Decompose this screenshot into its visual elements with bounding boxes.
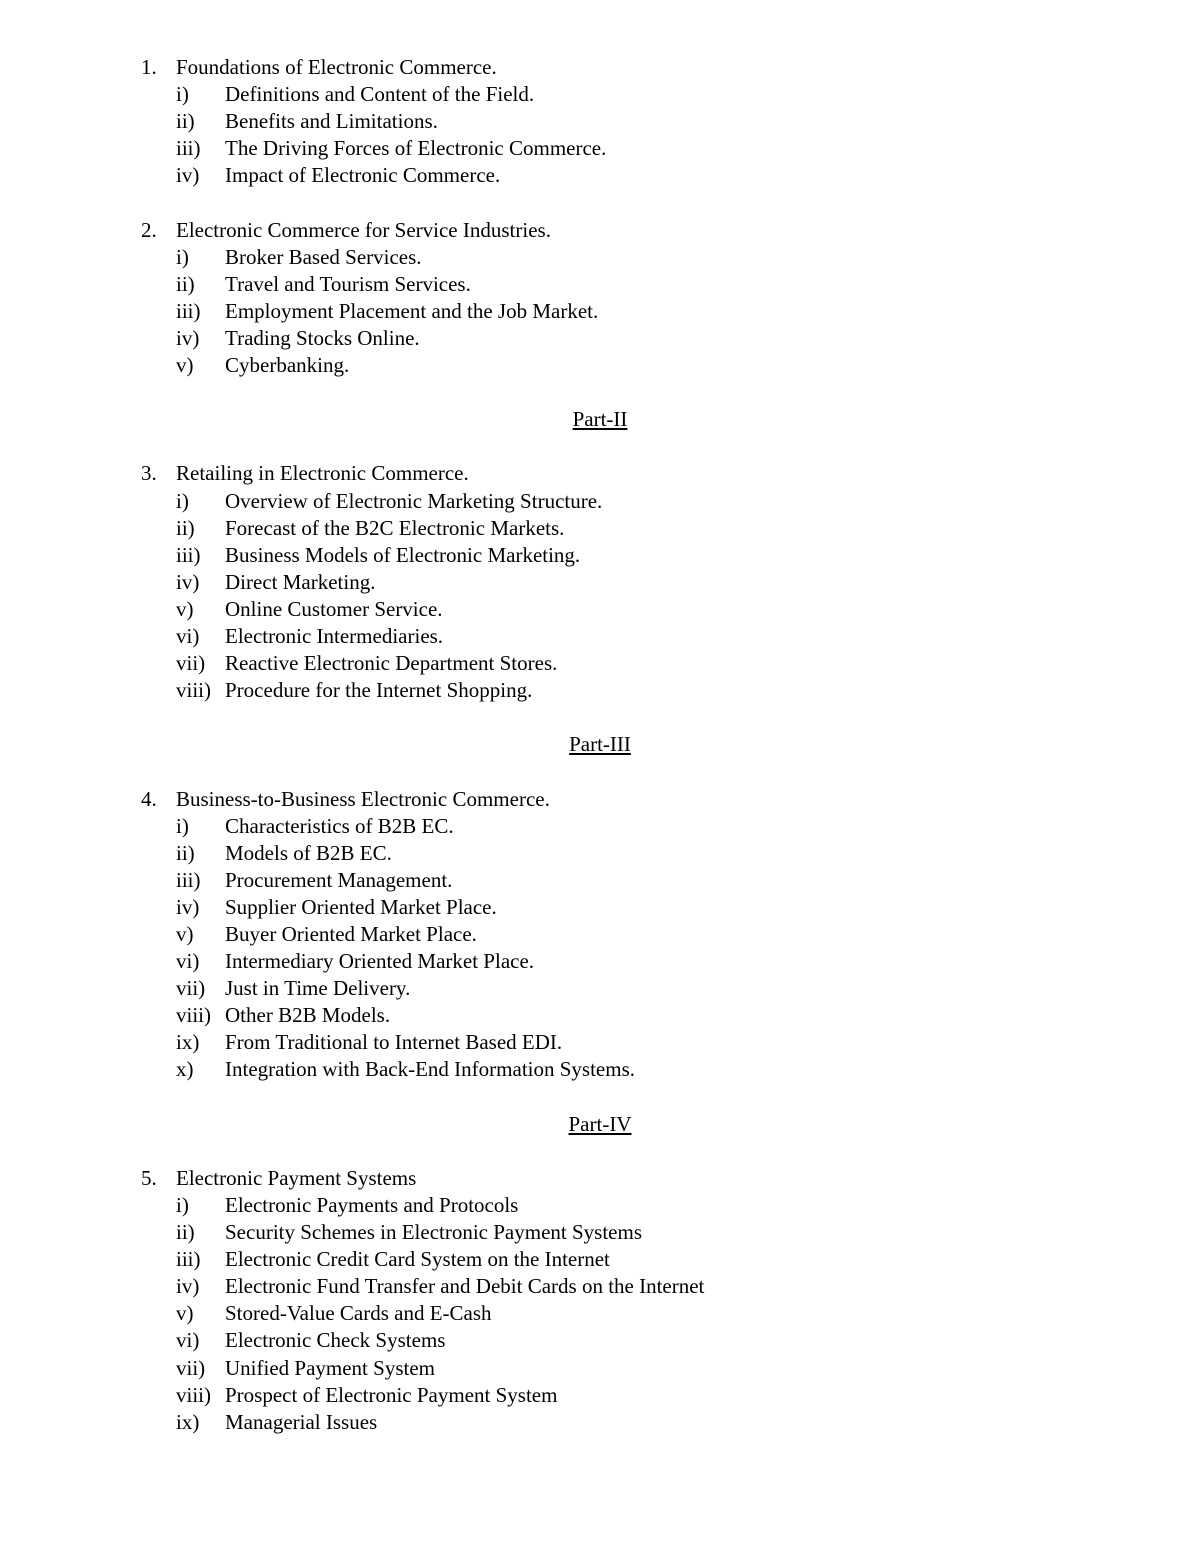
list-item (141, 623, 1101, 650)
item-numeral: vi) (176, 623, 200, 648)
item-text: Other B2B Models. (225, 1003, 391, 1028)
topic-list (141, 81, 1101, 189)
topic-list (141, 813, 1101, 1084)
item-numeral: vii) (176, 976, 206, 1001)
list-item (141, 596, 1101, 623)
item-text: Unified Payment System (225, 1355, 435, 1380)
list-item (141, 271, 1101, 298)
list-item (141, 650, 1101, 677)
section-3 (141, 460, 1101, 704)
section-1 (141, 54, 1101, 189)
item-text: Electronic Check Systems (225, 1328, 446, 1353)
part-heading: Part-IV (568, 1111, 632, 1136)
section-heading (141, 786, 1101, 813)
item-text: Definitions and Content of the Field. (225, 82, 535, 107)
item-text: Cyberbanking. (225, 353, 350, 378)
item-numeral: iii) (176, 298, 201, 323)
item-numeral: vi) (176, 949, 200, 974)
item-text: Integration with Back-End Information Systems. (225, 1057, 636, 1082)
item-numeral: iii) (176, 867, 201, 892)
item-numeral: vii) (176, 651, 206, 676)
part-heading: Part-II (572, 407, 628, 432)
spacer (141, 1084, 1101, 1111)
item-text: Broker Based Services. (225, 244, 422, 269)
item-numeral: iv) (176, 325, 200, 350)
item-numeral: iv) (176, 163, 200, 188)
topic-list (141, 244, 1101, 379)
list-item (141, 813, 1101, 840)
item-numeral: ii) (176, 840, 195, 865)
list-item (141, 1355, 1101, 1382)
syllabus-content (141, 54, 1101, 1436)
item-numeral: v) (176, 353, 194, 378)
section-title: Foundations of Electronic Commerce. (176, 55, 497, 79)
item-numeral: iii) (176, 542, 201, 567)
spacer (141, 189, 1101, 216)
section-title: Business-to-Business Electronic Commerce. (176, 786, 550, 811)
topic-list (141, 488, 1101, 705)
spacer (141, 1138, 1101, 1165)
item-numeral: i) (176, 1192, 189, 1217)
item-text: Characteristics of B2B EC. (225, 813, 454, 838)
item-numeral: vii) (176, 1355, 206, 1380)
item-text: Procurement Management. (225, 867, 453, 892)
item-numeral: viii) (176, 1382, 211, 1407)
item-text: Managerial Issues (225, 1409, 378, 1434)
list-item (141, 108, 1101, 135)
list-item (141, 975, 1101, 1002)
list-item (141, 1327, 1101, 1354)
list-item (141, 840, 1101, 867)
item-text: Trading Stocks Online. (225, 325, 420, 350)
item-numeral: x) (176, 1057, 194, 1082)
item-text: Supplier Oriented Market Place. (225, 894, 497, 919)
list-item (141, 1246, 1101, 1273)
item-numeral: vi) (176, 1328, 200, 1353)
item-numeral: i) (176, 813, 189, 838)
section-title: Electronic Payment Systems (176, 1165, 417, 1190)
list-item (141, 569, 1101, 596)
item-numeral: iv) (176, 894, 200, 919)
item-text: Online Customer Service. (225, 596, 443, 621)
item-numeral: v) (176, 596, 194, 621)
list-item (141, 542, 1101, 569)
item-text: Benefits and Limitations. (225, 109, 438, 134)
item-text: Reactive Electronic Department Stores. (225, 651, 558, 676)
part-heading: Part-III (569, 732, 631, 757)
section-heading (141, 460, 1101, 487)
list-item (141, 948, 1101, 975)
section-number: 2. (141, 217, 157, 242)
list-item (141, 515, 1101, 542)
item-numeral: iv) (176, 569, 200, 594)
item-numeral: ix) (176, 1030, 200, 1055)
item-text: Stored-Value Cards and E-Cash (225, 1301, 492, 1326)
item-text: Procedure for the Internet Shopping. (225, 678, 533, 703)
item-numeral: ii) (176, 271, 195, 296)
section-number: 1. (141, 55, 157, 79)
list-item (141, 1029, 1101, 1056)
item-text: Employment Placement and the Job Market. (225, 298, 599, 323)
item-numeral: i) (176, 82, 189, 107)
list-item (141, 1056, 1101, 1083)
list-item (141, 352, 1101, 379)
item-text: Security Schemes in Electronic Payment Systems (225, 1220, 643, 1245)
list-item (141, 1002, 1101, 1029)
list-item (141, 298, 1101, 325)
list-item (141, 1382, 1101, 1409)
list-item (141, 488, 1101, 515)
item-text: From Traditional to Internet Based EDI. (225, 1030, 563, 1055)
item-text: Electronic Intermediaries. (225, 623, 444, 648)
item-numeral: iii) (176, 1247, 201, 1272)
item-text: Forecast of the B2C Electronic Markets. (225, 515, 565, 540)
item-numeral: v) (176, 1301, 194, 1326)
item-text: Just in Time Delivery. (225, 976, 411, 1001)
item-text: Travel and Tourism Services. (225, 271, 471, 296)
section-heading (141, 54, 1101, 81)
topic-list (141, 1192, 1101, 1436)
list-item (141, 677, 1101, 704)
section-4 (141, 786, 1101, 1084)
item-text: Business Models of Electronic Marketing. (225, 542, 581, 567)
item-text: Intermediary Oriented Market Place. (225, 949, 535, 974)
item-text: Electronic Fund Transfer and Debit Cards on the Internet (225, 1274, 705, 1299)
spacer (141, 758, 1101, 785)
list-item (141, 1409, 1101, 1436)
list-item (141, 325, 1101, 352)
item-text: Impact of Electronic Commerce. (225, 163, 501, 188)
list-item (141, 135, 1101, 162)
list-item (141, 1273, 1101, 1300)
item-numeral: i) (176, 244, 189, 269)
list-item (141, 1300, 1101, 1327)
item-text: Prospect of Electronic Payment System (225, 1382, 558, 1407)
list-item (141, 921, 1101, 948)
section-heading (141, 217, 1101, 244)
list-item (141, 1219, 1101, 1246)
list-item (141, 162, 1101, 189)
item-numeral: ix) (176, 1409, 200, 1434)
list-item (141, 81, 1101, 108)
item-numeral: ii) (176, 515, 195, 540)
section-number: 4. (141, 786, 157, 811)
item-numeral: ii) (176, 1220, 195, 1245)
item-numeral: viii) (176, 1003, 211, 1028)
item-numeral: iii) (176, 136, 201, 161)
section-5 (141, 1165, 1101, 1436)
section-2 (141, 217, 1101, 380)
section-number: 5. (141, 1165, 157, 1190)
item-text: Direct Marketing. (225, 569, 376, 594)
item-numeral: i) (176, 488, 189, 513)
list-item (141, 1192, 1101, 1219)
spacer (141, 704, 1101, 731)
spacer (141, 379, 1101, 406)
item-text: Overview of Electronic Marketing Structure. (225, 488, 603, 513)
section-title: Electronic Commerce for Service Industries. (176, 217, 551, 242)
list-item (141, 867, 1101, 894)
item-text: The Driving Forces of Electronic Commerce. (225, 136, 607, 161)
item-text: Models of B2B EC. (225, 840, 392, 865)
item-text: Buyer Oriented Market Place. (225, 922, 477, 946)
item-numeral: viii) (176, 678, 211, 703)
list-item (141, 894, 1101, 921)
item-numeral: ii) (176, 109, 195, 134)
section-heading (141, 1165, 1101, 1192)
item-numeral: iv) (176, 1274, 200, 1299)
item-numeral: v) (176, 922, 194, 946)
item-text: Electronic Payments and Protocols (225, 1192, 519, 1217)
section-title: Retailing in Electronic Commerce. (176, 461, 469, 486)
spacer (141, 433, 1101, 460)
item-text: Electronic Credit Card System on the Internet (225, 1247, 610, 1272)
list-item (141, 244, 1101, 271)
section-number: 3. (141, 461, 157, 486)
